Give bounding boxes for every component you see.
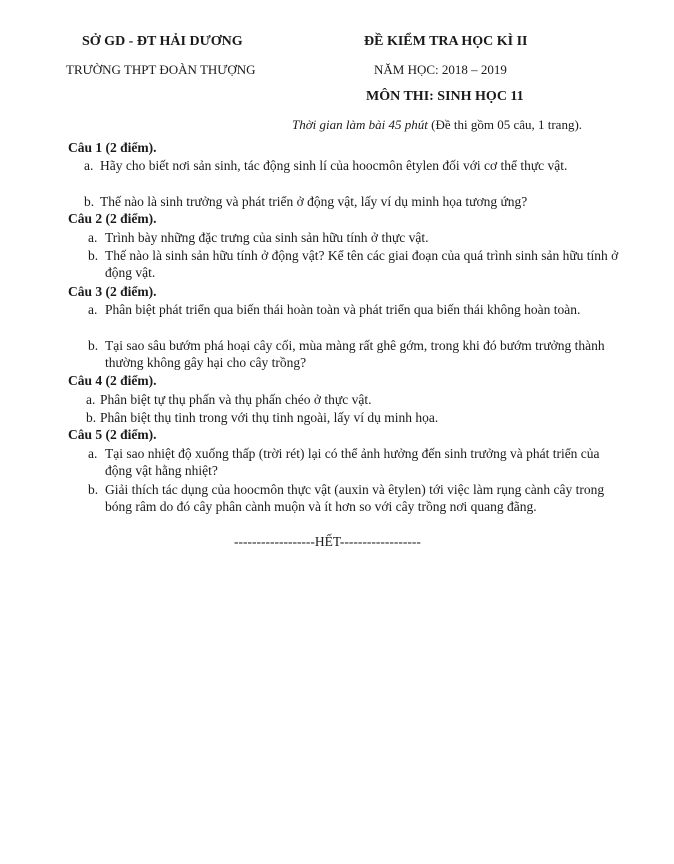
question-5-title: Câu 5 (2 điểm). <box>68 427 157 442</box>
question-2-title: Câu 2 (2 điểm). <box>68 211 157 226</box>
item-label: b. <box>88 248 99 263</box>
question-4-item-b <box>86 409 624 426</box>
item-text: Tại sao nhiệt độ xuống thấp (trời rét) lại có thể ảnh hưởng đến sinh trưởng và phát triển của động vật hằng nhiệt? <box>105 446 600 478</box>
paper-note: (Đề thi gồm 05 câu, 1 trang). <box>431 117 583 132</box>
item-text: Trình bày những đặc trưng của sinh sản hữu tính ở thực vật. <box>105 230 429 245</box>
question-1-title: Câu 1 (2 điểm). <box>68 140 157 155</box>
item-label: b. <box>86 410 97 425</box>
question-3-item-b <box>88 337 624 371</box>
item-label: b. <box>88 338 99 353</box>
question-4-item-a <box>86 391 624 408</box>
item-label: a. <box>86 392 96 407</box>
question-1-item-b <box>84 193 624 210</box>
item-text: Phân biệt tự thụ phấn và thụ phấn chéo ở thực vật. <box>100 392 372 407</box>
question-2-item-a <box>88 229 624 246</box>
item-label: a. <box>88 302 98 317</box>
time-note: Thời gian làm bài 45 phút <box>292 117 428 132</box>
department-name: SỞ GD - ĐT HẢI DƯƠNG <box>82 34 243 49</box>
item-label: b. <box>84 194 95 209</box>
item-label: b. <box>88 482 99 497</box>
question-4-title: Câu 4 (2 điểm). <box>68 373 157 388</box>
school-name: TRƯỜNG THPT ĐOÀN THƯỢNG <box>66 62 256 77</box>
item-text: Hãy cho biết nơi sản sinh, tác động sinh lí của hoocmôn êtylen đối với cơ thể thực vật. <box>100 158 568 173</box>
item-label: a. <box>88 446 98 461</box>
item-text: Giải thích tác dụng của hoocmôn thực vật (auxin và êtylen) tới việc làm rụng cành cây trong bóng râm do đó cây phân cành muộn và ít hơn so với cây trồng nơi quang đãng. <box>105 482 605 514</box>
item-text: Thế nào là sinh sản hữu tính ở động vật? Kể tên các giai đoạn của quá trình sinh sản hữu tính ở động vật. <box>105 248 619 280</box>
school-year: NĂM HỌC: 2018 – 2019 <box>374 62 507 77</box>
question-2-item-b <box>88 247 624 281</box>
item-text: Phân biệt thụ tinh trong với thụ tinh ngoài, lấy ví dụ minh họa. <box>100 410 439 425</box>
item-text: Tại sao sâu bướm phá hoại cây cối, mùa màng rất ghê gớm, trong khi đó bướm trưởng thành thường không gây hại cho cây trồng? <box>105 338 605 370</box>
question-1-item-a <box>84 157 624 174</box>
subject-title: MÔN THI: SINH HỌC 11 <box>366 89 524 104</box>
exam-title: ĐỀ KIỂM TRA HỌC KÌ II <box>364 34 528 49</box>
item-text: Thế nào là sinh trưởng và phát triển ở động vật, lấy ví dụ minh họa tương ứng? <box>100 194 528 209</box>
end-marker: ------------------HẾT------------------ <box>234 534 421 549</box>
question-5-item-b <box>88 481 624 515</box>
exam-duration-note <box>292 117 582 133</box>
item-label: a. <box>88 230 98 245</box>
question-5-item-a <box>88 445 624 479</box>
item-text: Phân biệt phát triển qua biến thái hoàn toàn và phát triển qua biến thái không hoàn toàn. <box>105 302 581 317</box>
item-label: a. <box>84 158 94 173</box>
question-3-item-a <box>88 301 624 318</box>
question-3-title: Câu 3 (2 điểm). <box>68 284 157 299</box>
